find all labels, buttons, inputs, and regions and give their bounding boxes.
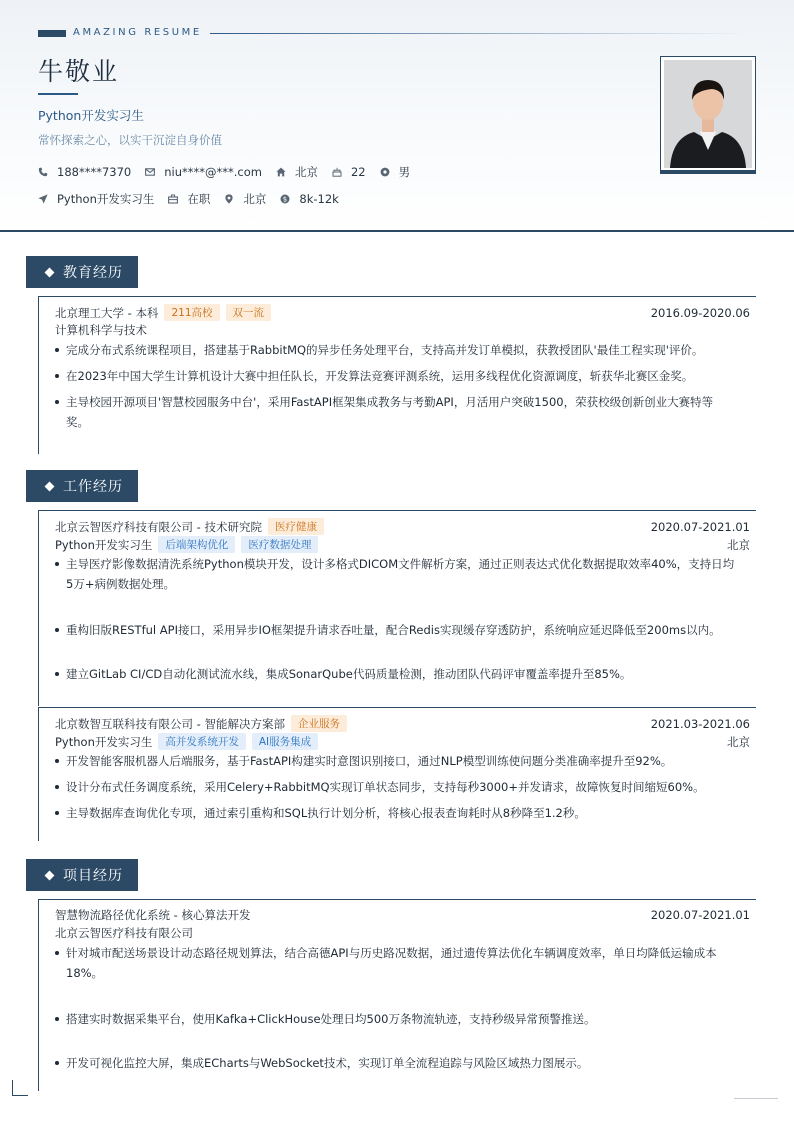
industry-tag: 医疗健康 — [268, 518, 324, 535]
list-item: 主导校园开源项目'智慧校园服务中台'，采用FastAPI框架集成教务与考勤API，月活用户突破1500，荣获校级创新创业大赛特等奖。 — [55, 392, 735, 432]
project-section-title — [26, 859, 138, 891]
age-text: 22 — [350, 165, 366, 179]
mail-icon — [145, 167, 155, 177]
list-item: 在2023年中国大学生计算机设计大赛中担任队长，开发算法竞赛评测系统，运用多线程优化资源调度，斩获华北赛区金奖。 — [55, 366, 735, 386]
list-item: 搭建实时数据采集平台，使用Kafka+ClickHouse处理日均500万条物流轨迹，支持秒级异常预警推送。 — [55, 1009, 735, 1029]
project-entry — [38, 899, 756, 1091]
role-name: Python开发实习生 — [55, 537, 153, 552]
photo-base-bar — [660, 170, 756, 174]
school-name: 北京理工大学 - 本科 — [55, 305, 159, 320]
list-item: 完成分布式系统课程项目，搭建基于RabbitMQ的异步任务处理平台，支持高并发订单模拟，获教授团队'最佳工程实现'评价。 — [55, 340, 735, 360]
company-name: 北京数智互联科技有限公司 - 智能解决方案部 — [55, 716, 285, 731]
project-date: 2020.07-2021.01 — [650, 908, 750, 922]
phone-icon — [38, 167, 48, 177]
work-entry — [38, 510, 756, 706]
list-item: 主导数据库查询优化专项，通过索引重构和SQL执行计划分析，将核心报表查询耗时从8秒降至1.2秒。 — [55, 803, 735, 823]
gender-icon — [380, 167, 390, 177]
work-entry — [38, 707, 756, 841]
page-corner-mark — [734, 1098, 778, 1099]
project-section-label: 项目经历 — [63, 868, 123, 884]
candidate-name: 牛敬业 — [38, 57, 120, 86]
work-role-row — [55, 733, 750, 750]
education-major-row — [55, 322, 750, 338]
location-icon — [224, 194, 234, 204]
project-header-row — [55, 907, 750, 923]
gender-text: 男 — [398, 165, 411, 179]
work-section-label: 工作经历 — [63, 479, 123, 495]
diamond-icon — [45, 870, 55, 880]
skill-tag: AI服务集成 — [252, 733, 318, 750]
send-icon — [38, 194, 48, 204]
home-icon — [276, 167, 286, 177]
education-section-title — [26, 256, 138, 288]
project-name: 智慧物流路径优化系统 - 核心算法开发 — [55, 908, 251, 922]
position-text: Python开发实习生 — [57, 192, 155, 206]
intent-row — [38, 191, 353, 207]
work-date: 2020.07-2021.01 — [650, 519, 750, 534]
contact-row — [38, 164, 424, 180]
intent-salary — [280, 192, 338, 206]
contact-email — [145, 165, 262, 179]
project-company-row — [55, 925, 750, 941]
brand-line — [210, 33, 750, 34]
svg-text:$: $ — [283, 195, 288, 204]
school-tag: 211高校 — [164, 304, 219, 321]
work-role-row — [55, 536, 750, 553]
cake-icon — [332, 167, 342, 177]
contact-phone — [38, 165, 131, 179]
status-text: 在职 — [187, 192, 211, 206]
education-date: 2016.09-2020.06 — [650, 305, 750, 320]
list-item: 针对城市配送场景设计动态路径规划算法，结合高德API与历史路况数据，通过遗传算法优化车辆调度效率，单日均降低运输成本18%。 — [55, 943, 735, 983]
brand-text: AMAZING RESUME — [73, 27, 202, 38]
salary-icon — [280, 194, 290, 204]
work-header-row — [55, 715, 750, 732]
list-item: 开发可视化监控大屏，集成ECharts与WebSocket技术，实现订单全流程追踪与风险区域热力图展示。 — [55, 1053, 735, 1073]
contact-gender — [380, 164, 411, 180]
work-city: 北京 — [727, 734, 750, 749]
work-city: 北京 — [727, 537, 750, 552]
project-company: 北京云智医疗科技有限公司 — [55, 926, 193, 940]
name-underline — [38, 93, 78, 95]
work-section-title — [26, 470, 138, 502]
job-title: Python开发实习生 — [38, 108, 144, 123]
school-tag: 双一流 — [226, 304, 272, 321]
list-item: 重构旧版RESTful API接口，采用异步IO框架提升请求吞吐量，配合Redis实现缓存穿透防护，系统响应延迟降低至200ms以内。 — [55, 620, 735, 640]
skill-tag: 高并发系统开发 — [158, 733, 246, 750]
intent-status — [168, 191, 210, 207]
intent-city — [224, 191, 266, 207]
email-text: niu****@***.com — [164, 165, 262, 179]
list-item: 开发智能客服机器人后端服务，基于FastAPI构建实时意图识别接口，通过NLP模型训练使问题分类准确率提升至92%。 — [55, 751, 735, 771]
major-name: 计算机科学与技术 — [55, 323, 147, 337]
city-text: 北京 — [243, 192, 267, 206]
skill-tag: 医疗数据处理 — [241, 536, 318, 553]
page-corner-mark — [12, 1080, 28, 1096]
role-name: Python开发实习生 — [55, 734, 153, 749]
industry-tag: 企业服务 — [291, 715, 347, 732]
salary-text: 8k-12k — [299, 192, 339, 206]
intent-position — [38, 191, 154, 207]
work-date: 2021.03-2021.06 — [650, 716, 750, 731]
motto: 常怀探索之心，以实干沉淀自身价值 — [38, 133, 222, 147]
list-item: 设计分布式任务调度系统，采用Celery+RabbitMQ实现订单状态同步，支持每秒3000+并发请求，故障恢复时间缩短60%。 — [55, 777, 735, 797]
contact-hometown — [276, 164, 318, 180]
avatar — [664, 60, 752, 168]
brand-bar — [38, 30, 66, 37]
diamond-icon — [45, 267, 55, 277]
company-name: 北京云智医疗科技有限公司 - 技术研究院 — [55, 519, 262, 534]
education-entry — [38, 296, 756, 454]
briefcase-icon — [168, 194, 178, 204]
skill-tag: 后端架构优化 — [158, 536, 235, 553]
list-item: 建立GitLab CI/CD自动化测试流水线，集成SonarQube代码质量检测，推动团队代码评审覆盖率提升至85%。 — [55, 664, 735, 684]
hometown-text: 北京 — [294, 165, 318, 179]
work-header-row — [55, 518, 750, 535]
education-header-row — [55, 304, 750, 321]
diamond-icon — [45, 481, 55, 491]
list-item: 主导医疗影像数据清洗系统Python模块开发，设计多格式DICOM文件解析方案，通过正则表达式优化数据提取效率40%，支持日均5万+病例数据处理。 — [55, 554, 735, 594]
profile-photo — [660, 56, 756, 172]
education-section-label: 教育经历 — [63, 265, 123, 281]
contact-age — [332, 165, 366, 179]
phone-text: 188****7370 — [57, 165, 132, 179]
